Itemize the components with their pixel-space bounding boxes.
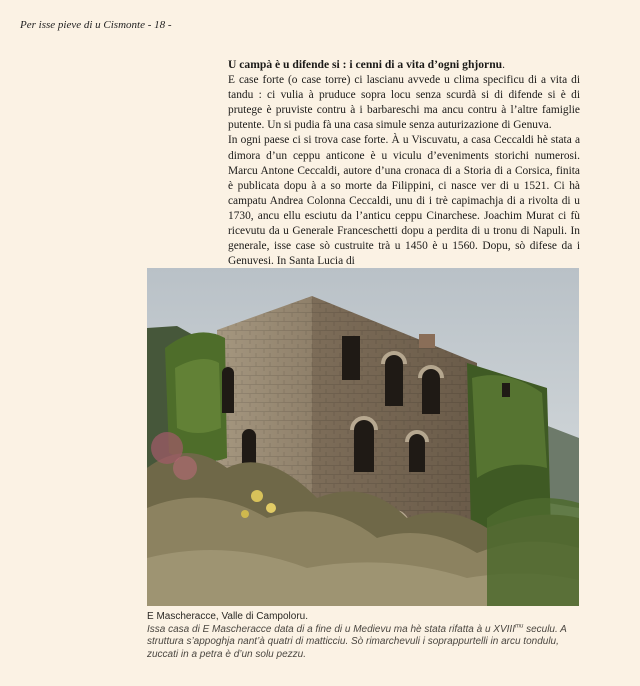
caption-superscript: mu bbox=[514, 623, 524, 630]
heading-period: . bbox=[502, 59, 505, 71]
caption-text bbox=[147, 624, 579, 662]
paragraph-1: E case forte (o case torre) ci lascianu avvede u clima specificu di a vita di tandu : ci vulia à pruduce sopra locu senza scurdà si di difende si è di prutege è pruviste contru à i barbareschi ma ancu contru à l’altre famiglie putente. Un si pudia fà una casa simule senza auturizazione di Genuva. bbox=[228, 74, 580, 132]
photo-caption bbox=[147, 611, 579, 661]
paragraph-2: In ogni paese ci si trova case forte. À u Viscuvatu, a casa Ceccaldi hè stata a dimora d’un ceppu anticone è u viculu d’eveniments storichi numerosi. Marcu Antone Ceccaldi, autore d’una cronaca di a Storia di a Corsica, finita è publicata dopu à a so morte da Filippini, ci nasce ver di u 1521. Ci hà campatu Andrea Colonna Ceccaldi, unu di i trè capimachja di a rivolta di u 1730, ancu ellu esciutu da l’anticu ceppu Cinarchese. Joachim Murat ci fù ricevutu da u Generale Franceschetti dopu a perdita di u tronu di Napuli. In generale, isse case sò custruite trà u 1450 è u 1560. Dopu, sò difese da i Genuvesi. In Santa Lucia di bbox=[228, 134, 580, 268]
tower-house-photo bbox=[147, 268, 579, 606]
caption-title: E Mascheracce, Valle di Campoloru. bbox=[147, 611, 308, 622]
chimney bbox=[419, 334, 435, 348]
caption-text-part2: seculu. A struttura s’appoghja nant’à quatri di matticciu. Sò rimarchevuli i soprappurtelli in arcu tondulu, zuccati in a petra è d’un solu pezzu. bbox=[147, 623, 567, 660]
running-header: Per isse pieve di u Cismonte - 18 - bbox=[20, 19, 172, 31]
article-body bbox=[228, 57, 580, 269]
article-heading-line bbox=[228, 57, 580, 73]
caption-text-part1: Issa casa di E Mascheracce data di a fine di u Medievu ma hè stata rifatta à u XVIII bbox=[147, 623, 515, 635]
section-heading: U campà è u difende si : i cenni di a vita d’ogni ghjornu bbox=[228, 58, 503, 71]
